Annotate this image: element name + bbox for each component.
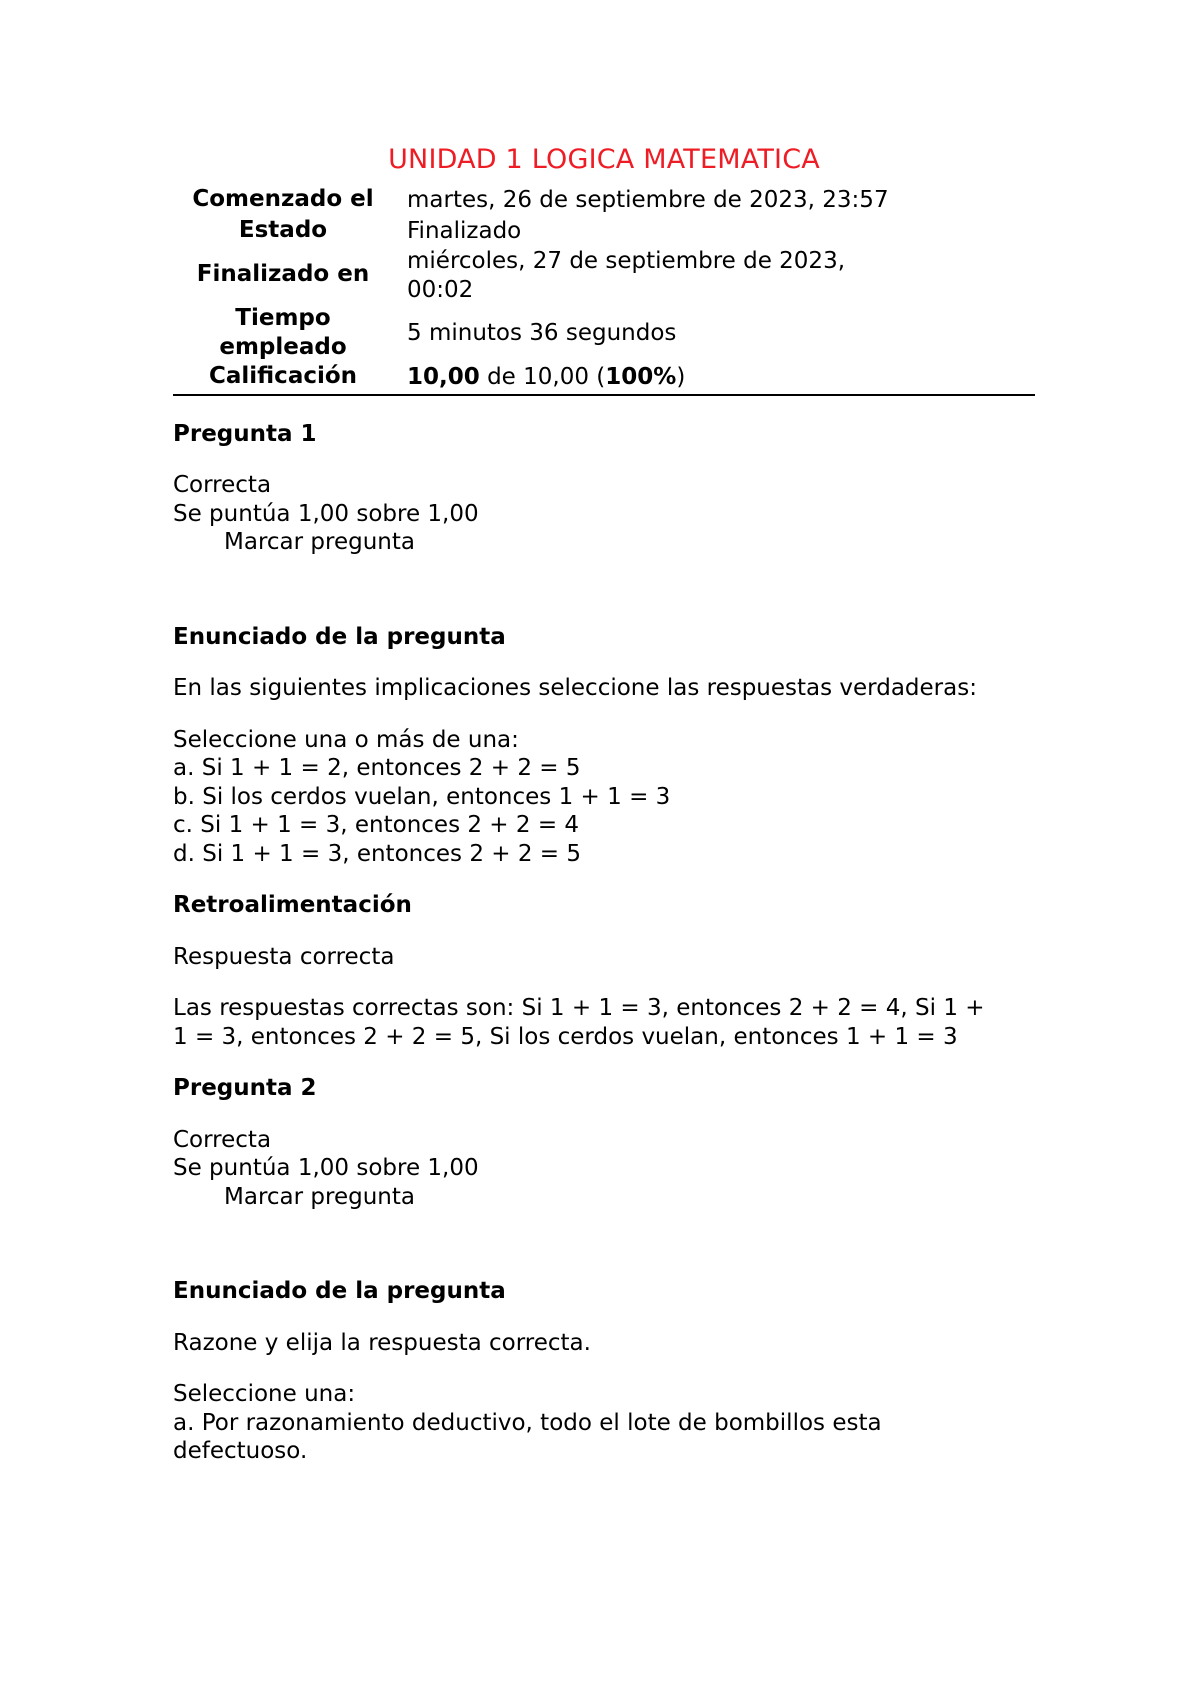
question-1-heading: Pregunta 1 <box>173 420 317 447</box>
question-2-option-a-line2: defectuoso. <box>173 1438 308 1464</box>
document-title: UNIDAD 1 LOGICA MATEMATICA <box>388 144 820 175</box>
question-1-option-b[interactable]: b. Si los cerdos vuelan, entonces 1 + 1 = 3 <box>173 783 671 810</box>
state-value: Finalizado <box>407 217 522 244</box>
time-label-line2: empleado <box>219 333 347 360</box>
summary-row-grade <box>173 361 1035 395</box>
document-content <box>173 140 1035 1466</box>
question-1-feedback-line2: 1 = 3, entonces 2 + 2 = 5, Si los cerdos vuelan, entonces 1 + 1 = 3 <box>173 1023 958 1050</box>
grade-middle: de 10,00 ( <box>479 364 606 390</box>
time-value: 5 minutos 36 segundos <box>407 320 677 347</box>
question-1-instruction: Seleccione una o más de una: <box>173 726 519 753</box>
question-2-option-a-line1: a. Por razonamiento deductivo, todo el lote de bombillos esta <box>173 1409 882 1436</box>
finished-label: Finalizado en <box>196 261 370 288</box>
grade-end: ) <box>676 364 686 390</box>
summary-row-finished <box>173 245 1035 304</box>
finished-value <box>399 245 1035 304</box>
finished-value-line1: miércoles, 27 de septiembre de 2023, <box>407 248 846 274</box>
question-2-statement: Razone y elija la respuesta correcta. <box>173 1329 591 1356</box>
question-1-statement-heading: Enunciado de la pregunta <box>173 623 506 650</box>
summary-row-started <box>173 184 1035 215</box>
finished-value-line2: 00:02 <box>407 276 474 303</box>
question-2-instruction: Seleccione una: <box>173 1381 356 1407</box>
question-1-option-c[interactable]: c. Si 1 + 1 = 3, entonces 2 + 2 = 4 <box>173 812 580 838</box>
started-value: martes, 26 de septiembre de 2023, 23:57 <box>407 187 889 213</box>
question-1-feedback-line1: Las respuestas correctas son: Si 1 + 1 = 3, entonces 2 + 2 = 4, Si 1 + <box>173 995 985 1021</box>
question-2-flag-link[interactable]: Marcar pregunta <box>224 1183 415 1210</box>
started-label: Comenzado el <box>192 186 374 212</box>
grade-label: Calificación <box>208 363 358 389</box>
question-1-score: Se puntúa 1,00 sobre 1,00 <box>173 500 479 527</box>
time-label-line1: Tiempo <box>235 305 331 331</box>
question-1-flag-link[interactable]: Marcar pregunta <box>224 529 415 555</box>
question-2-statement-heading: Enunciado de la pregunta <box>173 1278 506 1304</box>
question-1-statement: En las siguientes implicaciones seleccione las respuestas verdaderas: <box>173 675 977 701</box>
question-1-option-a[interactable]: a. Si 1 + 1 = 2, entonces 2 + 2 = 5 <box>173 755 581 781</box>
question-1-feedback-heading: Retroalimentación <box>173 892 412 918</box>
question-1-status: Correcta <box>173 472 272 498</box>
question-1-feedback-result: Respuesta correcta <box>173 943 395 970</box>
time-label <box>173 304 399 361</box>
grade-score: 10,00 <box>407 364 480 390</box>
summary-row-time <box>173 304 1035 361</box>
grade-value <box>399 361 1035 395</box>
summary-row-state <box>173 215 1035 246</box>
question-2-status: Correcta <box>173 1126 272 1153</box>
grade-percent: 100% <box>605 364 677 390</box>
question-2-option-a[interactable] <box>173 1409 1035 1466</box>
question-2-score: Se puntúa 1,00 sobre 1,00 <box>173 1155 479 1181</box>
attempt-summary-table <box>173 184 1035 396</box>
question-2-heading: Pregunta 2 <box>173 1075 317 1101</box>
state-label: Estado <box>238 216 328 243</box>
question-1-option-d[interactable]: d. Si 1 + 1 = 3, entonces 2 + 2 = 5 <box>173 840 582 867</box>
